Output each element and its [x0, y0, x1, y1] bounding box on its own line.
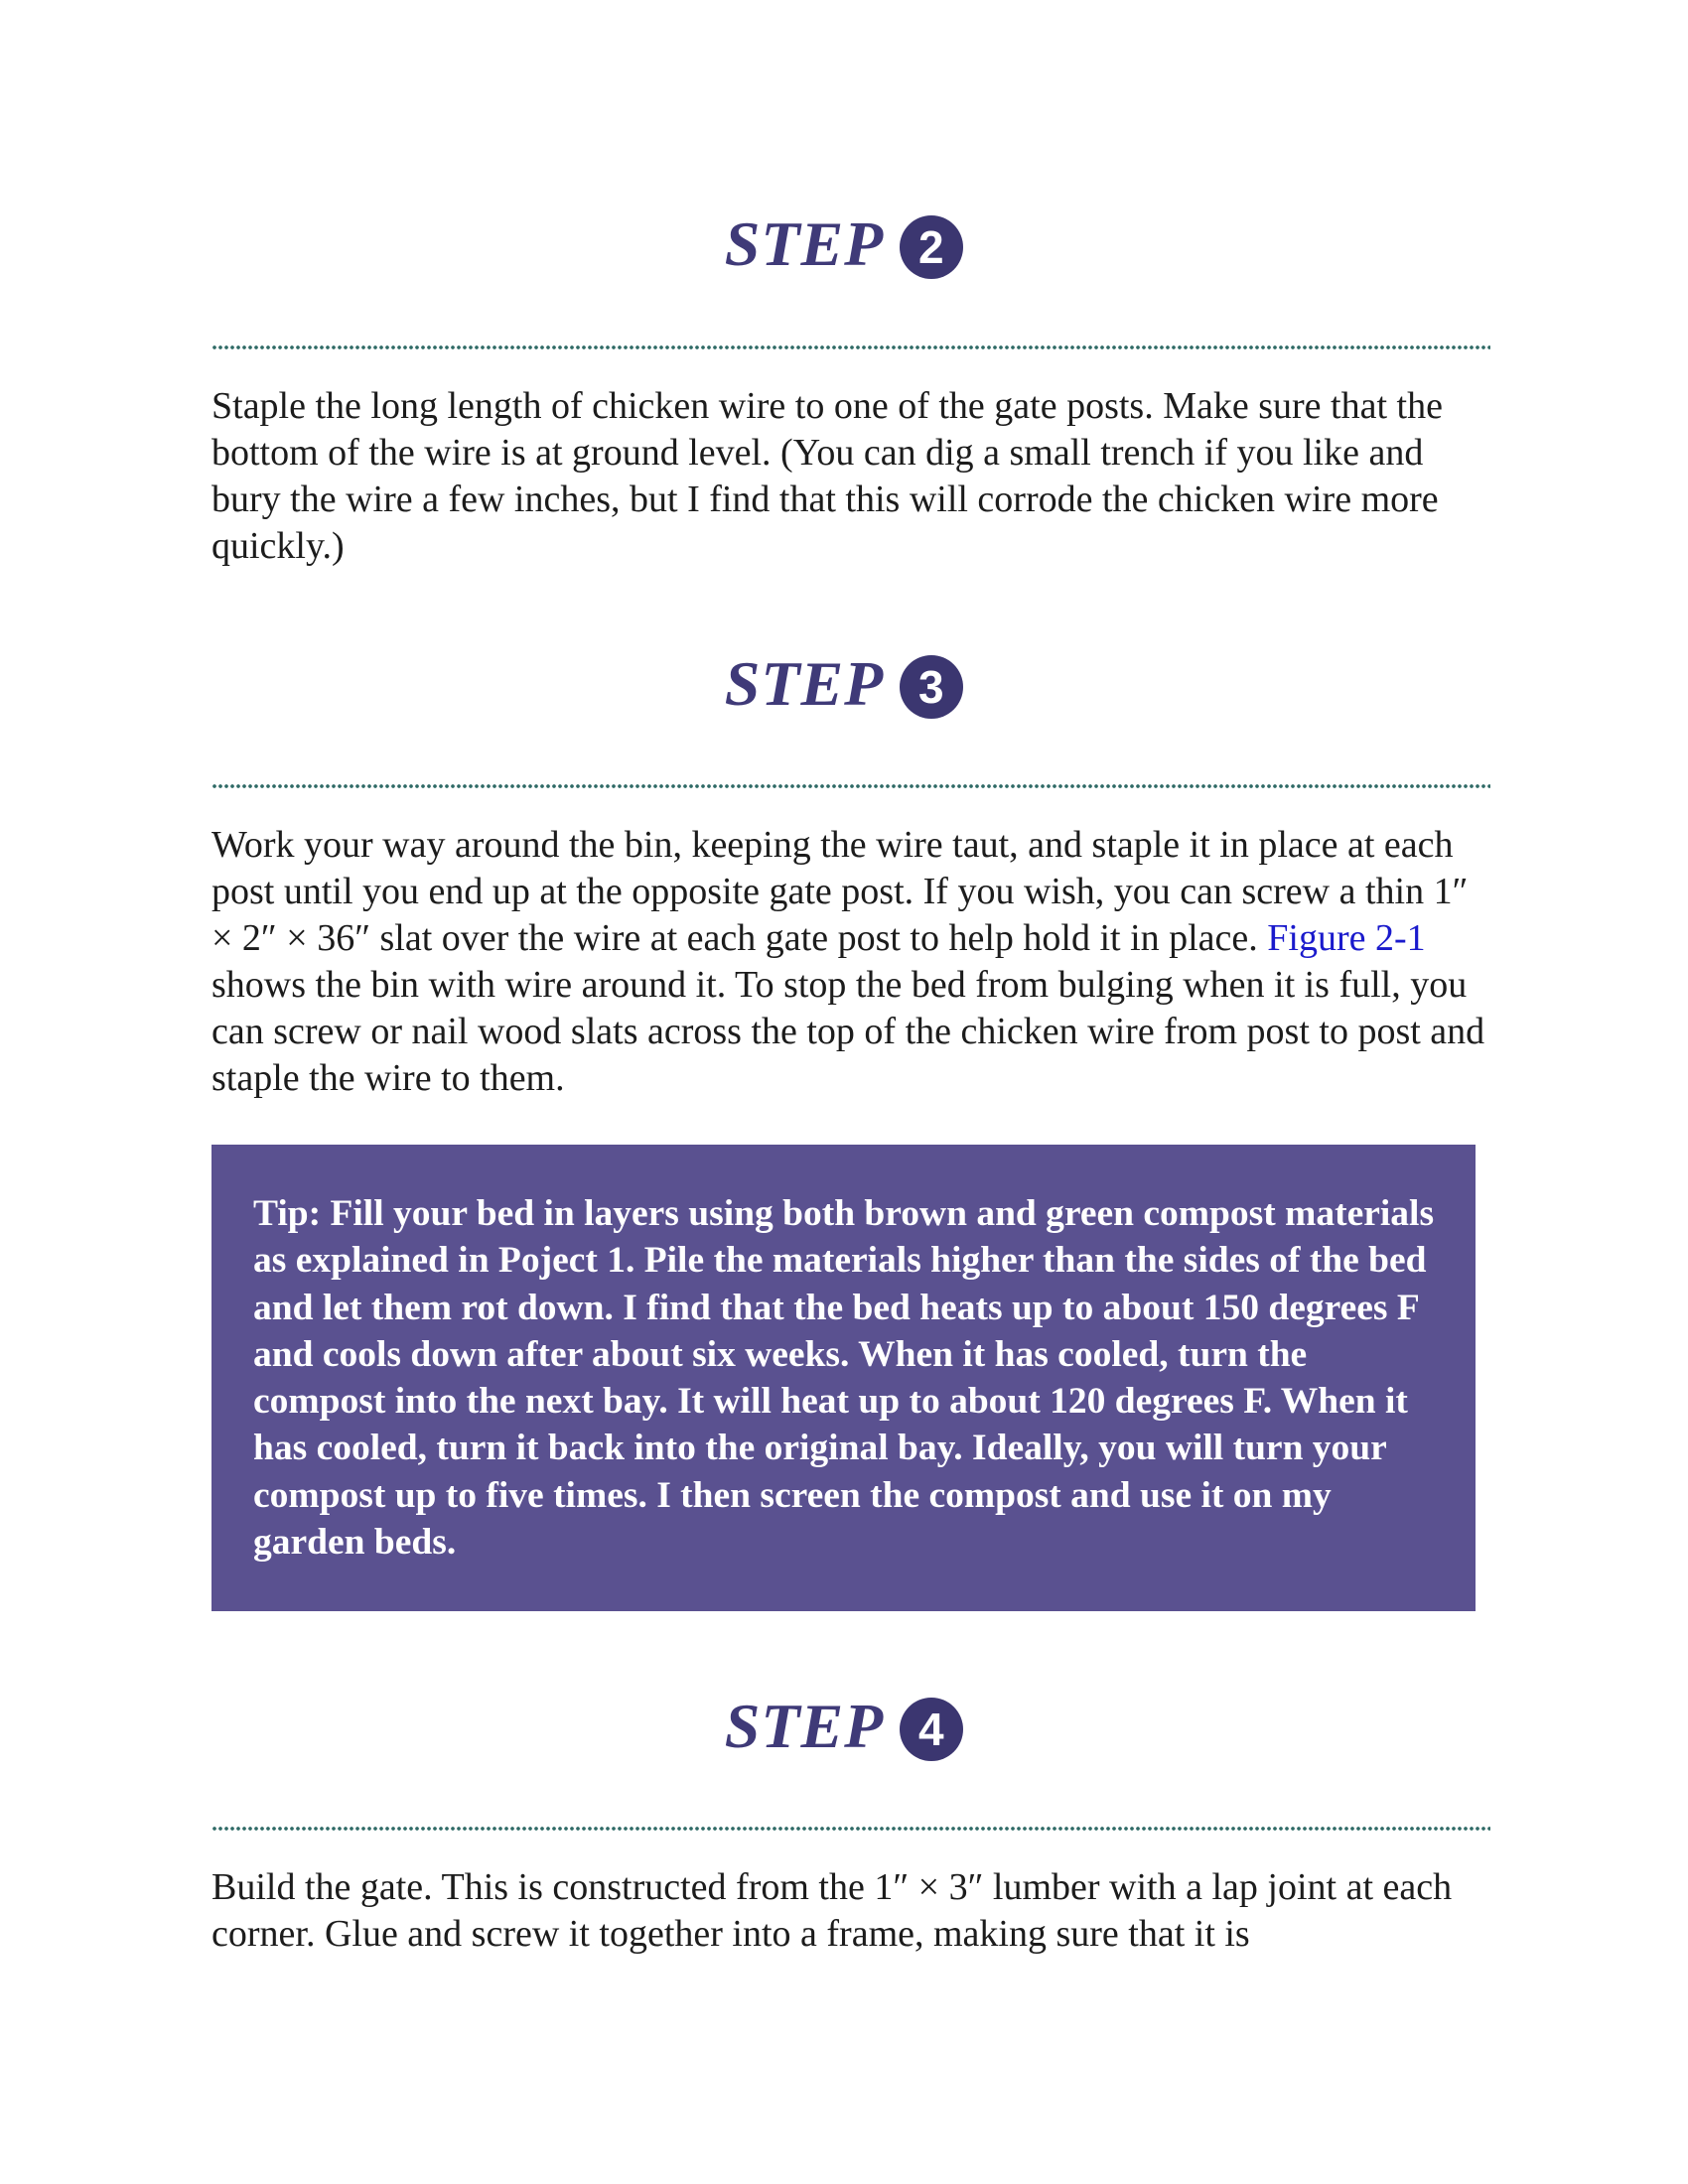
step-number-badge: 3 [900, 655, 963, 719]
step-4-paragraph: Build the gate. This is constructed from the 1″ × 3″ lumber with a lap joint at each corner. Glue and screw it together into a frame, making sure that it is [211, 1866, 1453, 1955]
step-label: STEP [724, 208, 885, 280]
step-2-heading [0, 199, 1688, 284]
dotted-divider [211, 783, 1490, 789]
step-3-paragraph [211, 822, 1492, 1102]
step-number-badge: 4 [900, 1698, 963, 1761]
tip-text: Tip: Fill your bed in layers using both brown and green compost materials as explained in Poject 1. Pile the materials higher than the sides of the bed and let them rot down. I find that the bed heats up to about 150 degrees F and cools down after about six weeks. When it has cooled, turn the compost into the next bay. It will heat up to about 120 degrees F. When it has cooled, turn it back into the original bay. Ideally, you will turn your compost up to five times. I then screen the compost and use it on my garden beds. [253, 1193, 1435, 1564]
step-3-heading [0, 638, 1688, 724]
dotted-divider [211, 344, 1490, 350]
step-label: STEP [724, 1691, 885, 1762]
step-label: STEP [724, 648, 885, 720]
step-3-text-part-1: Work your way around the bin, keeping the wire taut, and staple it in place at each post until you end up at the opposite gate post. If you wish, you can screw a thin 1″ × 2″ × 36″ slat over the wire at each gate post to help hold it in place. [211, 824, 1469, 959]
step-number-badge: 2 [900, 215, 963, 279]
dotted-divider [211, 1826, 1490, 1832]
tip-box [211, 1145, 1476, 1611]
step-3-text-part-2: shows the bin with wire around it. To stop the bed from bulging when it is full, you can screw or nail wood slats across the top of the chicken wire from post to post and staple the wire to them. [211, 964, 1485, 1099]
step-4-heading [0, 1681, 1688, 1766]
figure-2-1-link[interactable]: Figure 2-1 [1267, 917, 1426, 959]
step-2-paragraph: Staple the long length of chicken wire to one of the gate posts. Make sure that the bottom of the wire is at ground level. (You can dig a small trench if you like and bury the wire a few inches, but I find that this will corrode the chicken wire more quickly.) [211, 385, 1443, 567]
